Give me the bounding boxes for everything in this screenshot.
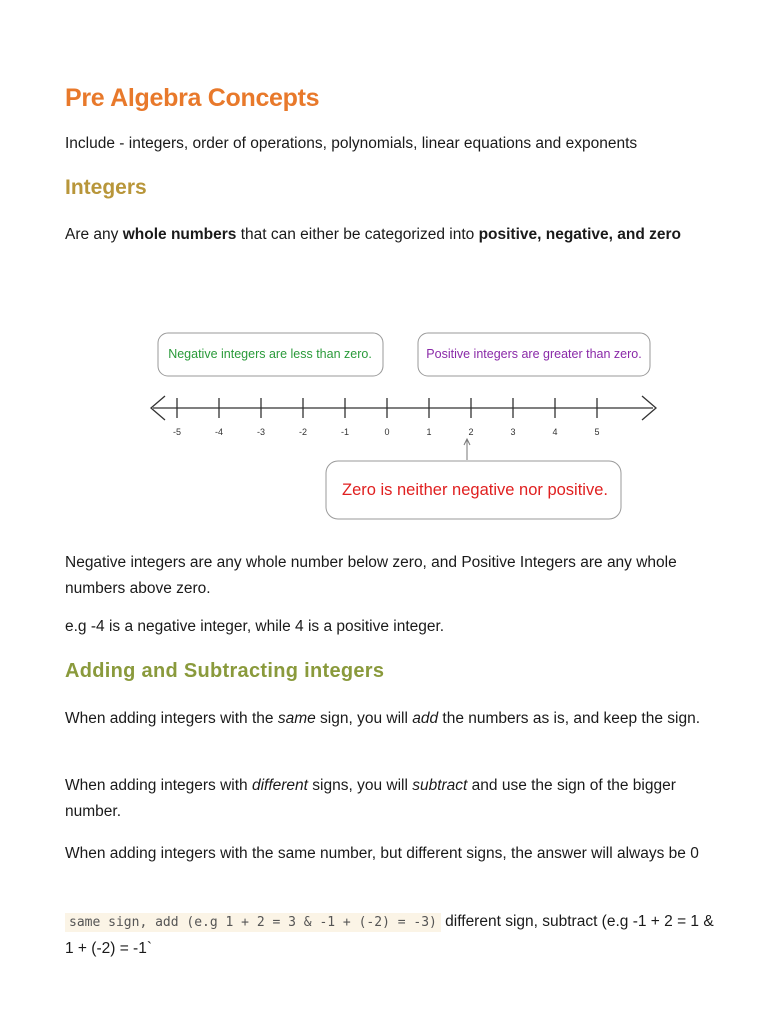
tick-label: 3 — [510, 427, 516, 437]
tick-label: 5 — [594, 427, 600, 437]
intro-text: Include - integers, order of operations, polynomials, linear equations and exponents — [65, 135, 638, 152]
negative-note: Negative integers are less than zero. — [168, 347, 372, 361]
rule-part: and use the sign of the bigger number. — [65, 777, 676, 820]
number-line-figure — [145, 328, 745, 528]
tick-group — [173, 398, 600, 437]
rule-different-sign — [65, 773, 725, 825]
adding-heading: Adding and Subtracting integers — [65, 660, 385, 682]
def-part: Are any — [65, 226, 123, 243]
rule-part: When adding integers with the — [65, 710, 278, 727]
page-title: Pre Algebra Concepts — [65, 84, 320, 112]
rule-part: sign, you will — [315, 710, 413, 727]
tick-label: -4 — [214, 427, 224, 437]
paragraph-example: e.g -4 is a negative integer, while 4 is a positive integer. — [65, 618, 445, 635]
zero-note: Zero is neither negative nor positive. — [342, 481, 608, 499]
tick-label: 4 — [552, 427, 558, 437]
tick-label: -2 — [298, 427, 308, 437]
def-bold: whole numbers — [122, 226, 237, 243]
rule-same-number: When adding integers with the same number, but different signs, the answer will always be 0 — [65, 845, 699, 862]
rule-italic: different — [251, 777, 308, 794]
rule-part: When adding integers with — [65, 777, 252, 794]
def-bold: positive, negative, and zero — [478, 226, 681, 243]
rule-summary — [65, 909, 725, 962]
tick-label: -1 — [340, 427, 350, 437]
rule-italic: add — [412, 710, 439, 727]
tick-label: 0 — [384, 427, 390, 437]
tick-label: 1 — [426, 427, 432, 437]
integers-heading: Integers — [65, 176, 147, 199]
tick-label: -3 — [256, 427, 266, 437]
inline-code: same sign, add (e.g 1 + 2 = 3 & -1 + (-2) = -3) — [65, 913, 441, 932]
integers-definition — [65, 222, 715, 248]
rule-part: signs, you will — [307, 777, 413, 794]
rule-part: the numbers as is, and keep the sign. — [438, 710, 701, 727]
tick-label: 2 — [468, 427, 474, 437]
def-part: that can either be categorized into — [236, 226, 479, 243]
rule-italic: same — [277, 710, 316, 727]
rule-same-sign — [65, 706, 725, 732]
rule-italic: subtract — [412, 777, 468, 794]
rule-part: different sign, subtract (e.g -1 + 2 = 1 & 1 + (-2) = -1` — [65, 913, 714, 957]
tick-label: -5 — [172, 427, 182, 437]
paragraph-negative-positive: Negative integers are any whole number below zero, and Positive Integers are any whole numbers above zero. — [65, 554, 677, 597]
positive-note: Positive integers are greater than zero. — [426, 347, 642, 361]
